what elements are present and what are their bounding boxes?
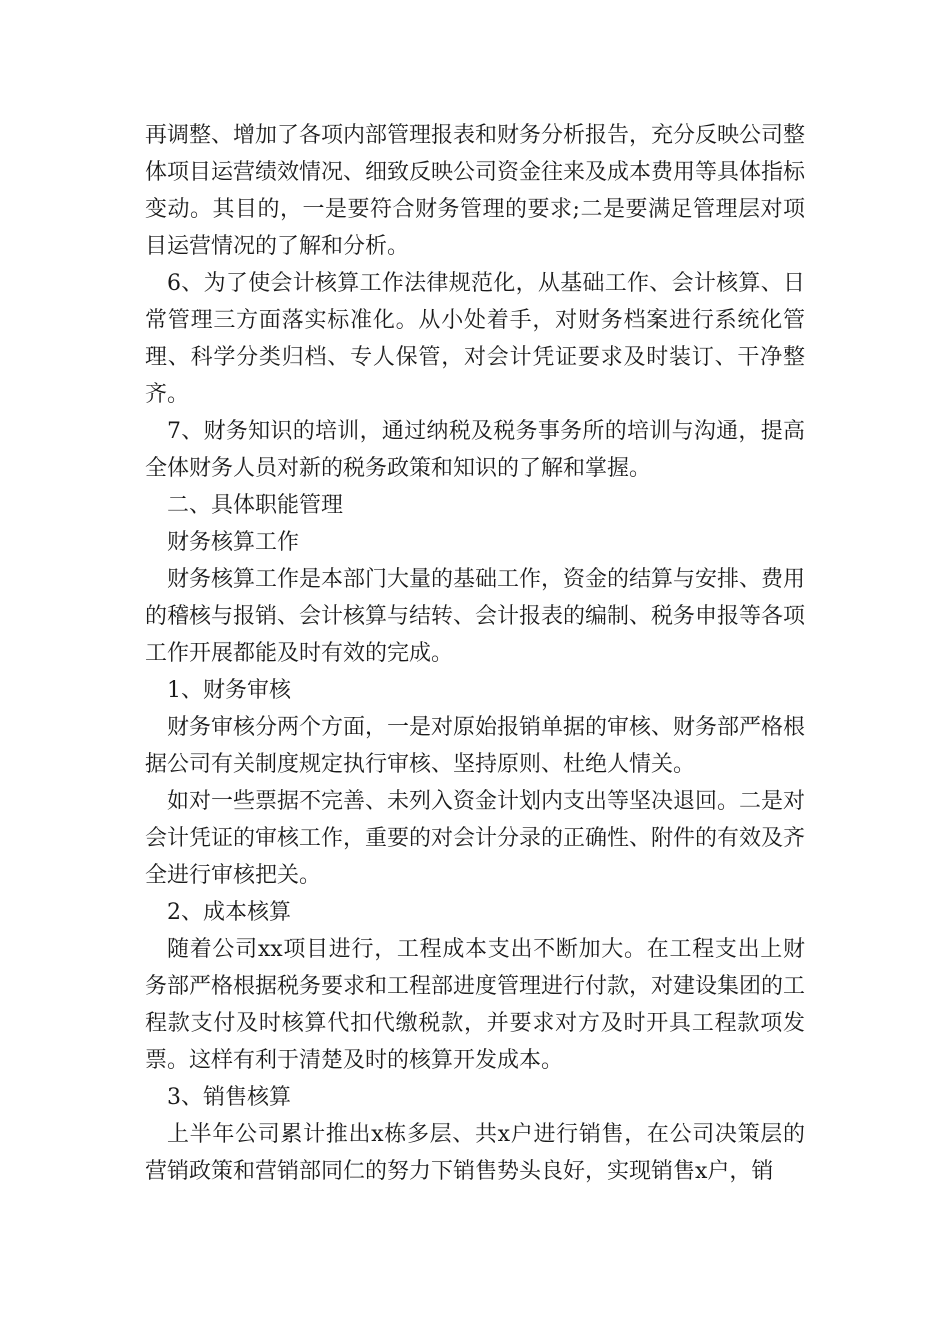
paragraph-accounting-work: 财务核算工作是本部门大量的基础工作，资金的结算与安排、费用的稽核与报销、会计核算与结转、会计报表的编制、税务申报等各项工作开展都能及时有效的完成。 xyxy=(145,567,806,666)
paragraph-cost-accounting: 随着公司xx项目进行，工程成本支出不断加大。在工程支出上财务部严格根据税务要求和工程部进度管理进行付款，对建设集团的工程款支付及时核算代扣代缴税款，并要求对方及时开具工程款项发票。这样有利于清楚及时的核算开发成本。 xyxy=(145,937,806,1073)
subheading-sales-accounting: 3、销售核算 xyxy=(167,1085,291,1110)
subheading-accounting-work: 财务核算工作 xyxy=(167,530,300,555)
paragraph-item-6: 6、为了使会计核算工作法律规范化，从基础工作、会计核算、日常管理三方面落实标准化。从小处着手，对财务档案进行系统化管理、科学分类归档、专人保管，对会计凭证要求及时装订、干净整齐。 xyxy=(145,271,805,407)
subheading-cost-accounting: 2、成本核算 xyxy=(167,900,291,925)
paragraph-item-7: 7、财务知识的培训，通过纳税及税务事务所的培训与沟通，提高全体财务人员对新的税务政策和知识的了解和掌握。 xyxy=(145,419,805,481)
section-heading-specific-functions: 二、具体职能管理 xyxy=(167,493,344,518)
paragraph-sales-accounting: 上半年公司累计推出x栋多层、共x户进行销售，在公司决策层的营销政策和营销部同仁的努力下销售势头良好，实现销售x户，销 xyxy=(145,1122,805,1184)
paragraph-voucher-audit: 如对一些票据不完善、未列入资金计划内支出等坚决退回。二是对会计凭证的审核工作，重要的对会计分录的正确性、附件的有效及齐全进行审核把关。 xyxy=(145,789,806,888)
paragraph-financial-audit: 财务审核分两个方面，一是对原始报销单据的审核、财务部严格根据公司有关制度规定执行审核、坚持原则、杜绝人情关。 xyxy=(145,715,806,777)
paragraph-intro-continuation: 再调整、增加了各项内部管理报表和财务分析报告，充分反映公司整体项目运营绩效情况、细致反映公司资金往来及成本费用等具体指标变动。其目的，一是要符合财务管理的要求;二是要满足管理层对项目运营情况的了解和分析。 xyxy=(145,123,806,259)
document-body xyxy=(145,117,805,1190)
subheading-financial-audit: 1、财务审核 xyxy=(167,678,291,703)
